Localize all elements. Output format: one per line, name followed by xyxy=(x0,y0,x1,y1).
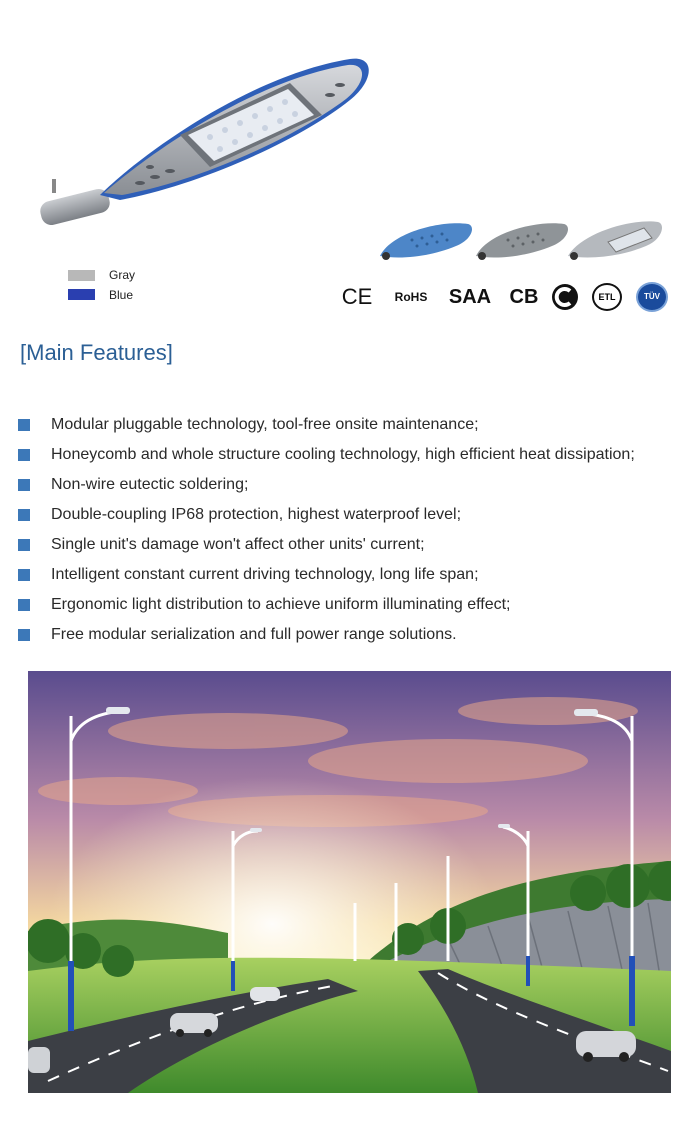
feature-item xyxy=(18,620,700,650)
blue-lamp-icon xyxy=(380,223,472,260)
feature-text: Ergonomic light distribution to achieve uniform illuminating effect; xyxy=(51,596,511,613)
tuv-mark xyxy=(636,282,668,312)
feature-text: Non-wire eutectic soldering; xyxy=(51,476,249,493)
blue-label: Blue xyxy=(109,288,134,302)
square-bullet-icon xyxy=(18,419,30,431)
feature-item xyxy=(18,470,700,500)
feature-item xyxy=(18,530,700,560)
lamp-variants xyxy=(372,212,672,272)
square-bullet-icon xyxy=(18,509,30,521)
square-bullet-icon xyxy=(18,449,30,461)
feature-item xyxy=(18,560,700,590)
street-lamp-icon xyxy=(30,45,390,235)
square-bullet-icon xyxy=(18,629,30,641)
tuv-label: TÜV xyxy=(644,292,660,301)
feature-text: Double-coupling IP68 protection, highest waterproof level; xyxy=(51,506,462,523)
square-bullet-icon xyxy=(18,479,30,491)
square-bullet-icon xyxy=(18,569,30,581)
feature-item xyxy=(18,440,700,470)
gray-swatch xyxy=(68,270,95,281)
square-bullet-icon xyxy=(18,539,30,551)
saa-mark: SAA xyxy=(448,286,492,308)
blue-swatch xyxy=(68,289,95,300)
feature-text: Intelligent constant current driving technology, long life span; xyxy=(51,566,479,583)
features-heading: [Main Features] xyxy=(20,340,173,365)
ccc-mark-icon xyxy=(550,283,580,311)
square-bullet-icon xyxy=(18,599,30,611)
feature-text: Free modular serialization and full power range solutions. xyxy=(51,626,457,643)
features-list xyxy=(18,410,700,650)
gray-label: Gray xyxy=(109,268,136,282)
cb-mark: CB xyxy=(509,286,539,308)
feature-text: Single unit's damage won't affect other units' current; xyxy=(51,536,425,553)
etl-label: ETL xyxy=(598,292,616,302)
ce-mark: CE xyxy=(341,284,373,309)
road-scene-illustration xyxy=(28,671,671,1093)
etl-mark xyxy=(592,283,622,311)
rohs-mark: RoHS xyxy=(394,290,428,304)
feature-text: Modular pluggable technology, tool-free onsite maintenance; xyxy=(51,416,479,433)
feature-item xyxy=(18,410,700,440)
gray-lamp-icon xyxy=(476,223,568,260)
feature-item xyxy=(18,590,700,620)
silver-lamp-icon xyxy=(568,221,662,260)
feature-item xyxy=(18,500,700,530)
feature-text: Honeycomb and whole structure cooling technology, high efficient heat dissipation; xyxy=(51,446,635,463)
